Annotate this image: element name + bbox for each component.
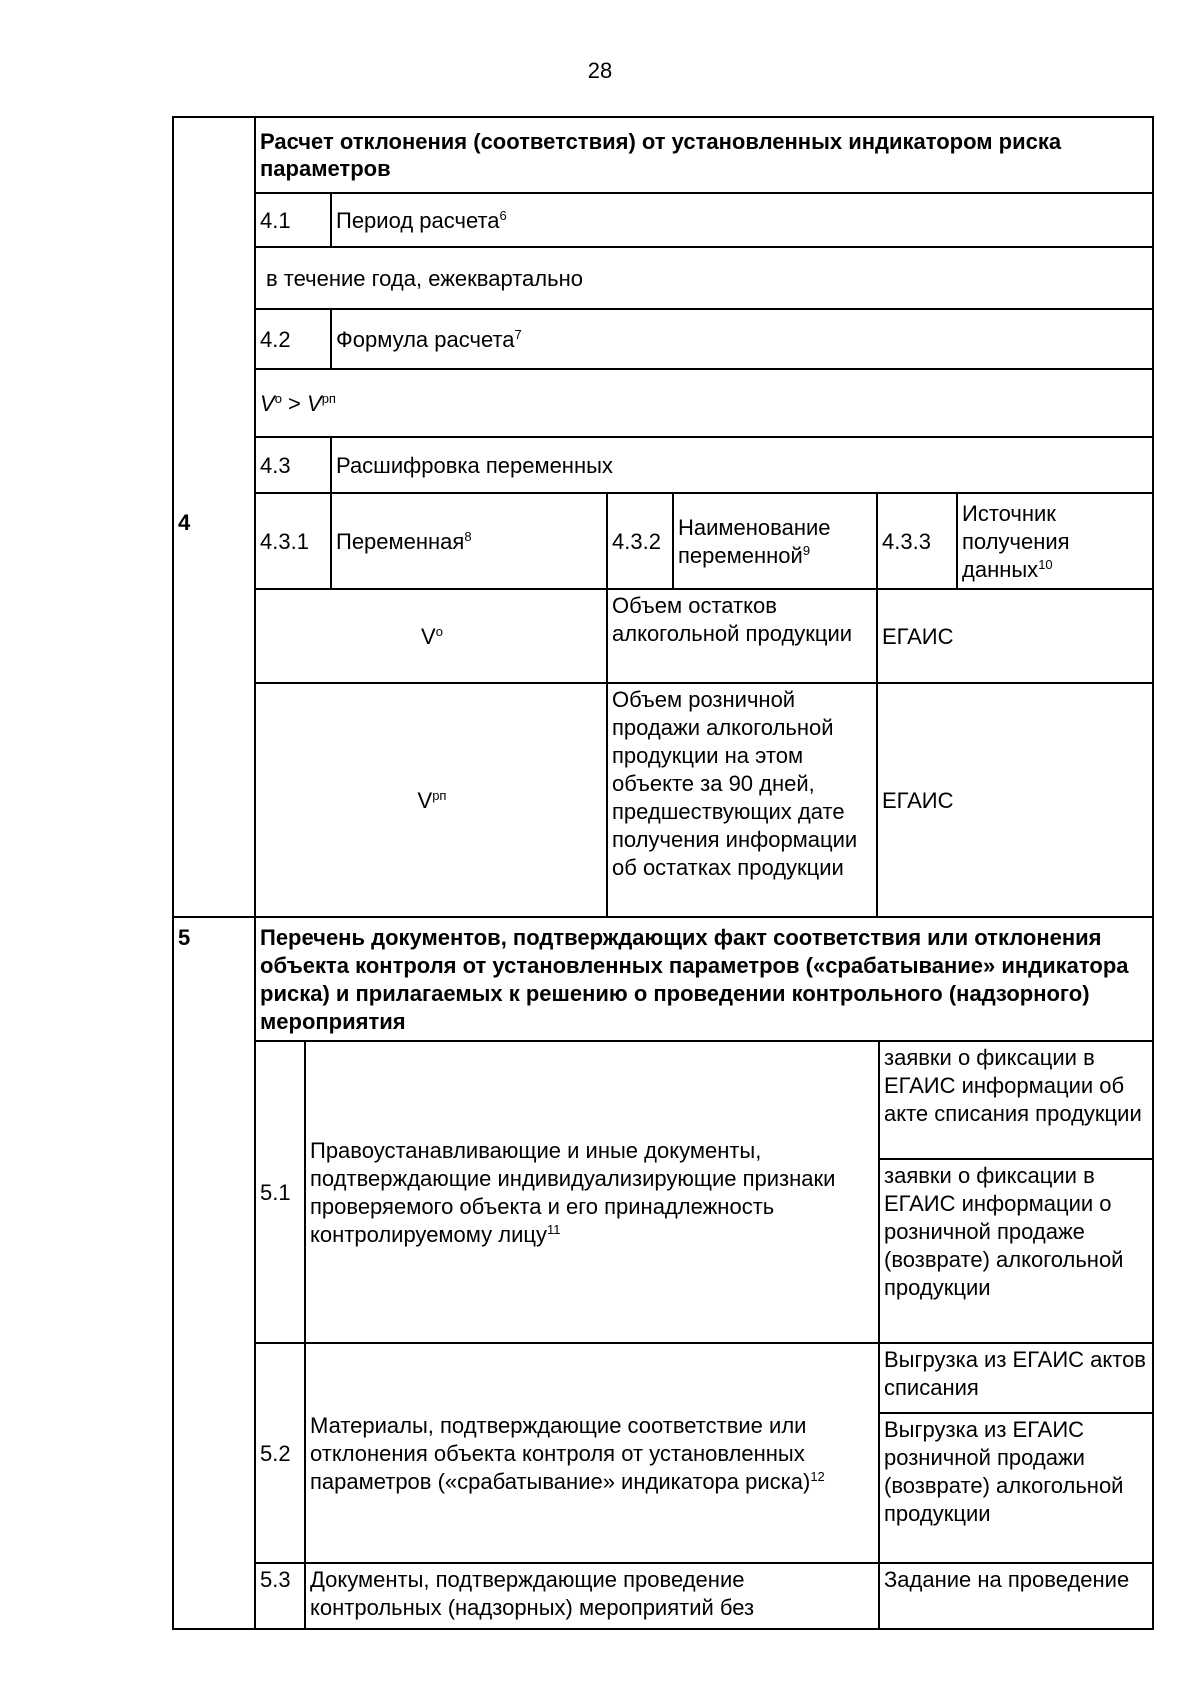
- row-5-2-document-text: Выгрузка из ЕГАИС розничной продажи (возврате) алкогольной продукции: [884, 1417, 1124, 1526]
- variable-symbol: [418, 787, 447, 815]
- footnote-12: 12: [810, 1469, 825, 1484]
- header-4-3-2-label-text: Наименование переменной: [678, 515, 831, 568]
- formula-cell: [254, 368, 1154, 438]
- row-5-2-document-text: Выгрузка из ЕГАИС актов списания: [884, 1347, 1146, 1400]
- page-number: 28: [587, 58, 613, 83]
- row-5-2-description-text: Материалы, подтверждающие соответствие или отклонения объекта контроля от установленных параметров («срабатывание» индикатора риска): [310, 1413, 811, 1494]
- section-4-number-text: 4: [178, 510, 191, 535]
- row-5-1-document: [878, 1040, 1154, 1160]
- row-5-1-description-text: Правоустанавливающие и иные документы, подтверждающие индивидуализирующие признаки проверяемого объекта и его принадлежность контролируемому лицу: [310, 1138, 836, 1247]
- section-5-title-text: Перечень документов, подтверждающих факт соответствия или отклонения объекта контроля от установленных параметров («срабатывание» индикатора риска) и прилагаемых к решению о проведении контрольного (надзорного) мероприятия: [260, 925, 1129, 1034]
- variable-source-cell: [876, 682, 1154, 918]
- header-4-3-1-label-text: Переменная: [336, 529, 465, 554]
- formula-operator: >: [281, 391, 307, 416]
- footnote-7: 7: [514, 327, 522, 342]
- row-5-1-document-text: заявки о фиксации в ЕГАИС информации о розничной продаже (возврате) алкогольной продукции: [884, 1163, 1124, 1300]
- row-4-1-value-text: в течение года, ежеквартально: [266, 266, 583, 291]
- header-4-3-2-label: [672, 492, 878, 590]
- variable-symbol: [421, 623, 443, 651]
- header-4-3-3-number: [876, 492, 958, 590]
- variable-symbol-sup: рп: [432, 788, 447, 803]
- row-5-2-description: [304, 1342, 880, 1564]
- row-5-1-document: [878, 1158, 1154, 1344]
- formula-sup-2: рп: [321, 391, 336, 406]
- row-5-3-description: [304, 1562, 880, 1630]
- row-5-1-description: [304, 1040, 880, 1344]
- variable-symbol-cell: [254, 588, 608, 684]
- row-5-3-number-text: 5.3: [260, 1567, 291, 1592]
- variable-symbol-cell: [254, 682, 608, 918]
- section-4-title-text: Расчет отклонения (соответствия) от установленных индикатором риска параметров: [260, 129, 1062, 181]
- row-5-2-document: [878, 1342, 1154, 1414]
- footnote-10: 10: [1038, 557, 1053, 572]
- formula-sup-1: о: [274, 391, 282, 406]
- section-4-number: [172, 116, 256, 928]
- row-4-3-label: [330, 436, 1154, 494]
- variable-name-text: Объем остатков алкогольной продукции: [612, 593, 853, 646]
- row-4-3-number-text: 4.3: [260, 453, 291, 478]
- header-4-3-3-number-text: 4.3.3: [882, 529, 931, 554]
- header-4-3-1-number-text: 4.3.1: [260, 529, 309, 554]
- formula-var-1: V: [260, 391, 275, 416]
- section-4-title: [254, 116, 1154, 194]
- row-5-1-number: [254, 1040, 306, 1344]
- row-5-3-document-text: Задание на проведение: [884, 1567, 1130, 1592]
- header-4-3-1-number: [254, 492, 332, 590]
- row-4-2-number: [254, 308, 332, 370]
- row-4-2-label-text: Формула расчета: [336, 327, 515, 352]
- row-4-3-label-text: Расшифровка переменных: [336, 453, 613, 478]
- row-5-3-number: [254, 1562, 306, 1630]
- row-4-1-label-text: Период расчета: [336, 208, 500, 233]
- footnote-11: 11: [547, 1222, 561, 1237]
- row-4-1-number-text: 4.1: [260, 208, 291, 233]
- section-5-title: [254, 916, 1154, 1042]
- header-4-3-1-label: [330, 492, 608, 590]
- header-4-3-2-number-text: 4.3.2: [612, 529, 661, 554]
- header-4-3-3-label: [956, 492, 1154, 590]
- variable-source-text: ЕГАИС: [882, 788, 954, 813]
- variable-name-cell: [606, 588, 878, 684]
- variable-name-text: Объем розничной продажи алкогольной продукции на этом объекте за 90 дней, предшествующих дате получения информации об остатках продукции: [612, 687, 858, 880]
- header-4-3-2-number: [606, 492, 674, 590]
- variable-source-text: ЕГАИС: [882, 624, 954, 649]
- row-5-3-document: [878, 1562, 1154, 1630]
- formula-var-2: V: [307, 391, 322, 416]
- footnote-9: 9: [802, 543, 811, 558]
- section-5-number: [172, 916, 256, 1630]
- row-5-3-description-text: Документы, подтверждающие проведение контрольных (надзорных) мероприятий без: [310, 1567, 755, 1620]
- variable-source-cell: [876, 588, 1154, 684]
- formula: [260, 390, 336, 418]
- row-5-1-document-text: заявки о фиксации в ЕГАИС информации об акте списания продукции: [884, 1045, 1142, 1126]
- row-4-2-label: [330, 308, 1154, 370]
- row-5-2-document: [878, 1412, 1154, 1564]
- section-5-number-text: 5: [178, 925, 191, 950]
- footnote-8: 8: [464, 529, 472, 544]
- row-4-1-value: [254, 246, 1154, 310]
- row-5-2-number-text: 5.2: [260, 1441, 291, 1466]
- variable-symbol-letter: V: [421, 624, 436, 649]
- row-4-1-number: [254, 192, 332, 248]
- variable-symbol-letter: V: [417, 788, 433, 813]
- row-4-2-number-text: 4.2: [260, 327, 291, 352]
- row-4-1-label: [330, 192, 1154, 248]
- variable-name-cell: [606, 682, 878, 918]
- row-4-3-number: [254, 436, 332, 494]
- header-4-3-3-label-text: Источник получения данных: [962, 501, 1070, 582]
- variable-symbol-sup: о: [435, 624, 443, 639]
- row-5-1-number-text: 5.1: [260, 1180, 291, 1205]
- row-5-2-number: [254, 1342, 306, 1564]
- footnote-6: 6: [499, 208, 507, 223]
